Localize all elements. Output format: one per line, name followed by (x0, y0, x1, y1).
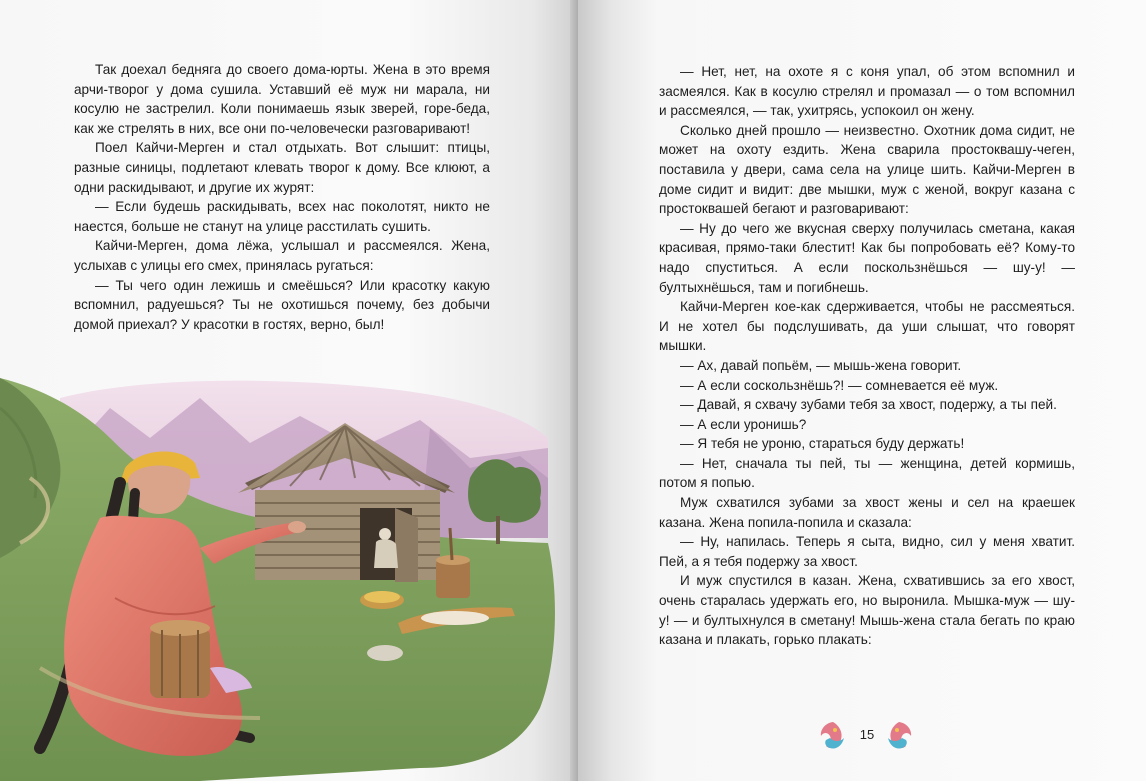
ornament-icon (818, 720, 848, 752)
paragraph: — Ах, давай попьём, — мышь-жена говорит. (680, 357, 962, 373)
paragraph: — Нет, нет, на охоте я с коня упал, об этом вспомнил и засмеялся. Как в косулю стрелял и промазал — о том вспомнил и рассмеялся, — так, ухитрясь, успокоил он жену. (659, 64, 1075, 119)
paragraph: — Нет, сначала ты пей, ты — женщина, детей кормишь, потом я попью. (659, 455, 1075, 491)
paragraph: Муж схватился зубами за хвост жены и сел на краешек казана. Жена попила-попила и сказала: (659, 495, 1075, 530)
right-page-text (659, 62, 1075, 650)
paragraph: Сколько дней прошло — неизвестно. Охотник дома сидит, не может на охоту ездить. Жена сварила простоквашу-чеген, поставила у двери, сама села на улице шить. Кайчи-Мерген в доме сидит и видит: две мышки, муж с женой, вокруг казана с простоквашей бегают и разговаривают: (659, 122, 1075, 217)
paragraph: — А если соскользнёшь?! — сомневается её муж. (680, 377, 999, 393)
paragraph: — Ну, напилась. Теперь я сыта, видно, сил у меня хватит. Пей, а я тебя подержу за хвост. (659, 534, 1075, 569)
ornament-icon (884, 720, 914, 752)
paragraph: — Ты чего один лежишь и смеёшься? Или красотку какую вспомнил, радуешься? Ты не охотишься почему, без добычи домой приехал? У красотки в гостях, верно, был! (74, 277, 490, 332)
paragraph: Поел Кайчи-Мерген и стал отдыхать. Вот слышит: птицы, разные синицы, подлетают клевать творог к дому. Все клюют, а одни раскидывают, и другие их журят: (74, 140, 490, 195)
paragraph: — А если уронишь? (680, 416, 807, 432)
paragraph: — Если будешь раскидывать, всех нас поколотят, никто не наестся, больше не станут на улице расстилать сушить. (74, 199, 490, 234)
paragraph: Так доехал бедняга до своего дома-юрты. Жена в это время арчи-творог у дома сушила. Уставший её муж ни марала, ни косулю не застрелил. Коли понимаешь язык зверей, горе-беда, как же стрелять в них, все они по-человечески разговаривают! (74, 62, 490, 136)
paragraph: — Я тебя не уроню, стараться буду держать! (680, 436, 965, 452)
left-page-text (74, 60, 490, 334)
right-page (578, 0, 1146, 781)
paragraph: Кайчи-Мерген, дома лёжа, услышал и рассмеялся. Жена, услыхав с улицы его смех, принялась ругаться: (74, 238, 490, 273)
story-illustration (0, 368, 566, 781)
paragraph: — Давай, я схвачу зубами тебя за хвост, подержу, а ты пей. (680, 397, 1057, 413)
paragraph: И муж спустился в казан. Жена, схватившись за его хвост, очень старалась удержать его, но выронила. Мышка-муж — шу-у! — и бултыхнулся в сметану! Мышь-жена стала бегать по краю казана и плакать, горько плакать: (659, 573, 1075, 648)
paragraph: Кайчи-Мерген кое-как сдерживается, чтобы не рассмеяться. И не хотел бы подслушивать, да уши слышат, что говорят мышки. (659, 299, 1075, 354)
page-footer (818, 718, 916, 754)
page-number: 15 (859, 727, 875, 742)
paragraph: — Ну до чего же вкусная сверху получилась сметана, какая красивая, прямо-таки блестит! Как бы попробовать её? Кому-то надо спуститься. А если поскользнёшься — шу-у! — бултыхнёшься, там и погибнешь. (659, 220, 1075, 295)
